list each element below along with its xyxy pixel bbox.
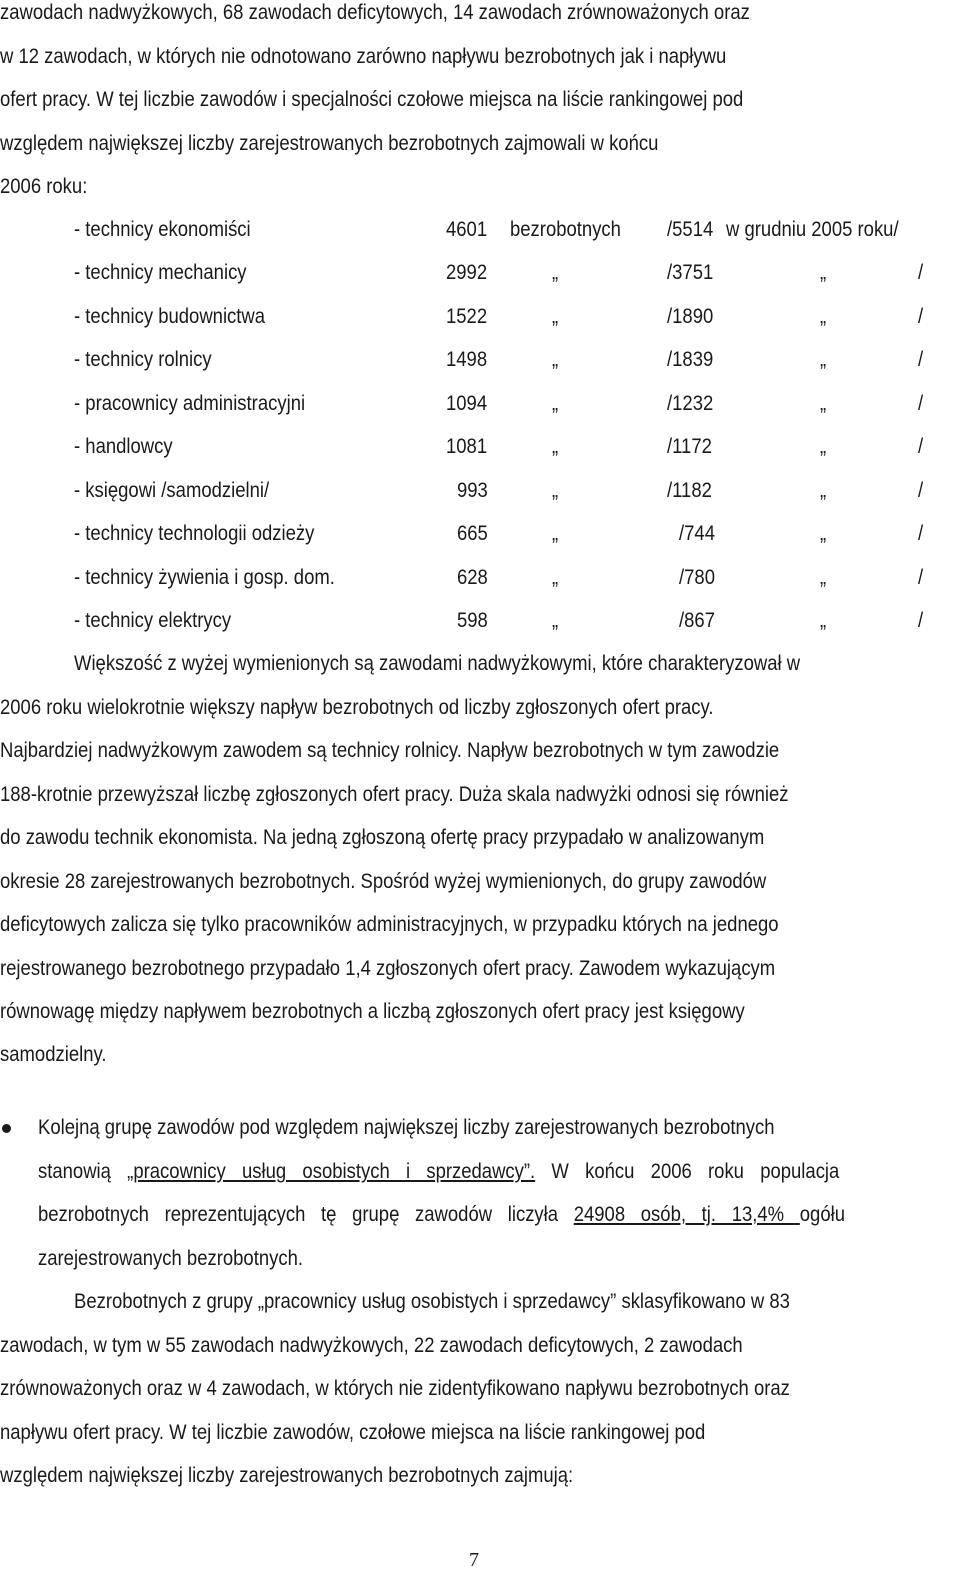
closing-slash: / [918,348,924,371]
unemployed-count: 4601 [446,218,488,241]
ditto-mark: „ [820,261,827,284]
ditto-mark: „ [552,479,559,502]
paragraph-line: zawodach, w tym w 55 zawodach nadwyżkowych, 22 zawodach deficytowych, 2 zawodach [0,1334,743,1357]
unemployed-count: 2992 [446,261,488,284]
unemployed-count: 1498 [446,348,488,371]
previous-count: /1839 [667,348,714,371]
occupation-name: - technicy rolnicy [74,348,212,371]
occupation-name: - księgowi /samodzielni/ [74,479,270,502]
unemployed-count: 993 [457,479,488,502]
bullet-text: bezrobotnych reprezentujących tę grupę zawodów liczyła [38,1203,574,1226]
ditto-mark: „ [552,261,559,284]
unemployed-count: 628 [457,566,488,589]
ditto-mark: „ [552,566,559,589]
intro-line: względem największej liczby zarejestrowanych bezrobotnych zajmowali w końcu [0,132,659,155]
ditto-mark: „ [820,392,827,415]
paragraph-line: Bezrobotnych z grupy „pracownicy usług osobistych i sprzedawcy” sklasyfikowano w 83 [74,1290,790,1313]
ditto-mark: „ [820,435,827,458]
previous-count: /780 [679,566,715,589]
paragraph-line: równowagę między napływem bezrobotnych a liczbą zgłoszonych ofert pracy jest księgowy [0,1000,745,1023]
previous-count: /744 [679,522,715,545]
paragraph-line: 2006 roku wielokrotnie większy napływ bezrobotnych od liczby zgłoszonych ofert pracy. [0,696,714,719]
intro-line: w 12 zawodach, w których nie odnotowano zarówno napływu bezrobotnych jak i napływu [0,45,727,68]
previous-count: /1172 [667,435,712,458]
ditto-mark: „ [552,435,559,458]
unemployed-count: 1094 [446,392,488,415]
previous-suffix: w grudniu 2005 roku/ [726,218,899,241]
paragraph-line: samodzielny. [0,1043,107,1066]
occupation-name: - technicy ekonomiści [74,218,251,241]
occupation-name: - handlowcy [74,435,173,458]
paragraph-line: Większość z wyżej wymienionych są zawodami nadwyżkowymi, które charakteryzował w [74,652,801,675]
ditto-mark: „ [552,609,559,632]
unit-label: bezrobotnych [510,218,621,241]
ditto-mark: „ [820,566,827,589]
closing-slash: / [918,566,924,589]
page-number: 7 [469,1549,479,1571]
unemployed-count: 1081 [446,435,488,458]
ditto-mark: „ [552,392,559,415]
bullet-line: Kolejną grupę zawodów pod względem największej liczby zarejestrowanych bezrobotnych [38,1116,775,1139]
ditto-mark: „ [552,348,559,371]
previous-count: /1232 [667,392,714,415]
closing-slash: / [918,392,924,415]
ditto-mark: „ [820,479,827,502]
intro-line: zawodach nadwyżkowych, 68 zawodach deficytowych, 14 zawodach zrównoważonych oraz [0,1,750,24]
bullet-line [38,1202,845,1228]
unemployed-count: 598 [457,609,488,632]
occupation-name: - pracownicy administracyjni [74,392,306,415]
closing-slash: / [918,609,924,632]
bullet-icon [2,1124,11,1133]
group-name-underlined: „pracownicy usług osobistych i sprzedawcy”. [127,1160,536,1183]
paragraph-line: rejestrowanego bezrobotnego przypadało 1,4 zgłoszonych ofert pracy. Zawodem wykazującym [0,957,776,980]
paragraph-line: okresie 28 zarejestrowanych bezrobotnych. Spośród wyżej wymienionych, do grupy zawodów [0,870,767,893]
closing-slash: / [918,435,924,458]
bullet-line [38,1159,839,1185]
unemployed-count: 665 [457,522,488,545]
ditto-mark: „ [820,348,827,371]
paragraph-line: Najbardziej nadwyżkowym zawodem są technicy rolnicy. Napływ bezrobotnych w tym zawodzie [0,739,780,762]
occupation-name: - technicy żywienia i gosp. dom. [74,566,335,589]
ditto-mark: „ [552,305,559,328]
unemployed-count: 1522 [446,305,488,328]
closing-slash: / [918,479,924,502]
paragraph-line: zrównoważonych oraz w 4 zawodach, w których nie zidentyfikowano napływu bezrobotnych oraz [0,1377,790,1400]
paragraph-line: deficytowych zalicza się tylko pracowników administracyjnych, w przypadku których na jednego [0,913,779,936]
previous-count: /3751 [667,261,714,284]
occupation-name: - technicy budownictwa [74,305,266,328]
paragraph-line: napływu ofert pracy. W tej liczbie zawodów, czołowe miejsca na liście rankingowej pod [0,1421,706,1444]
closing-slash: / [918,261,924,284]
occupation-name: - technicy technologii odzieży [74,522,315,545]
bullet-text: ogółu [799,1203,846,1226]
paragraph-line: do zawodu technik ekonomista. Na jedną zgłoszoną ofertę pracy przypadało w analizowanym [0,826,765,849]
closing-slash: / [918,522,924,545]
occupation-name: - technicy mechanicy [74,261,247,284]
ditto-mark: „ [552,522,559,545]
bullet-text: W końcu 2006 roku populacja [535,1160,840,1183]
previous-count: /1182 [667,479,712,502]
paragraph-line: względem największej liczby zarejestrowanych bezrobotnych zajmują: [0,1464,574,1487]
previous-count: /5514 [667,218,714,241]
occupation-name: - technicy elektrycy [74,609,232,632]
previous-count: /867 [679,609,715,632]
paragraph-line: 188-krotnie przewyższał liczbę zgłoszonych ofert pracy. Duża skala nadwyżki odnosi się również [0,783,789,806]
closing-slash: / [918,305,924,328]
intro-line: 2006 roku: [0,175,88,198]
ditto-mark: „ [820,522,827,545]
previous-count: /1890 [667,305,714,328]
ditto-mark: „ [820,305,827,328]
bullet-line: zarejestrowanych bezrobotnych. [38,1247,304,1270]
population-underlined: 24908 osób, tj. 13,4% [573,1203,800,1226]
intro-line: ofert pracy. W tej liczbie zawodów i specjalności czołowe miejsca na liście rankingowej pod [0,88,744,111]
ditto-mark: „ [820,609,827,632]
bullet-text: stanowią [38,1160,128,1183]
